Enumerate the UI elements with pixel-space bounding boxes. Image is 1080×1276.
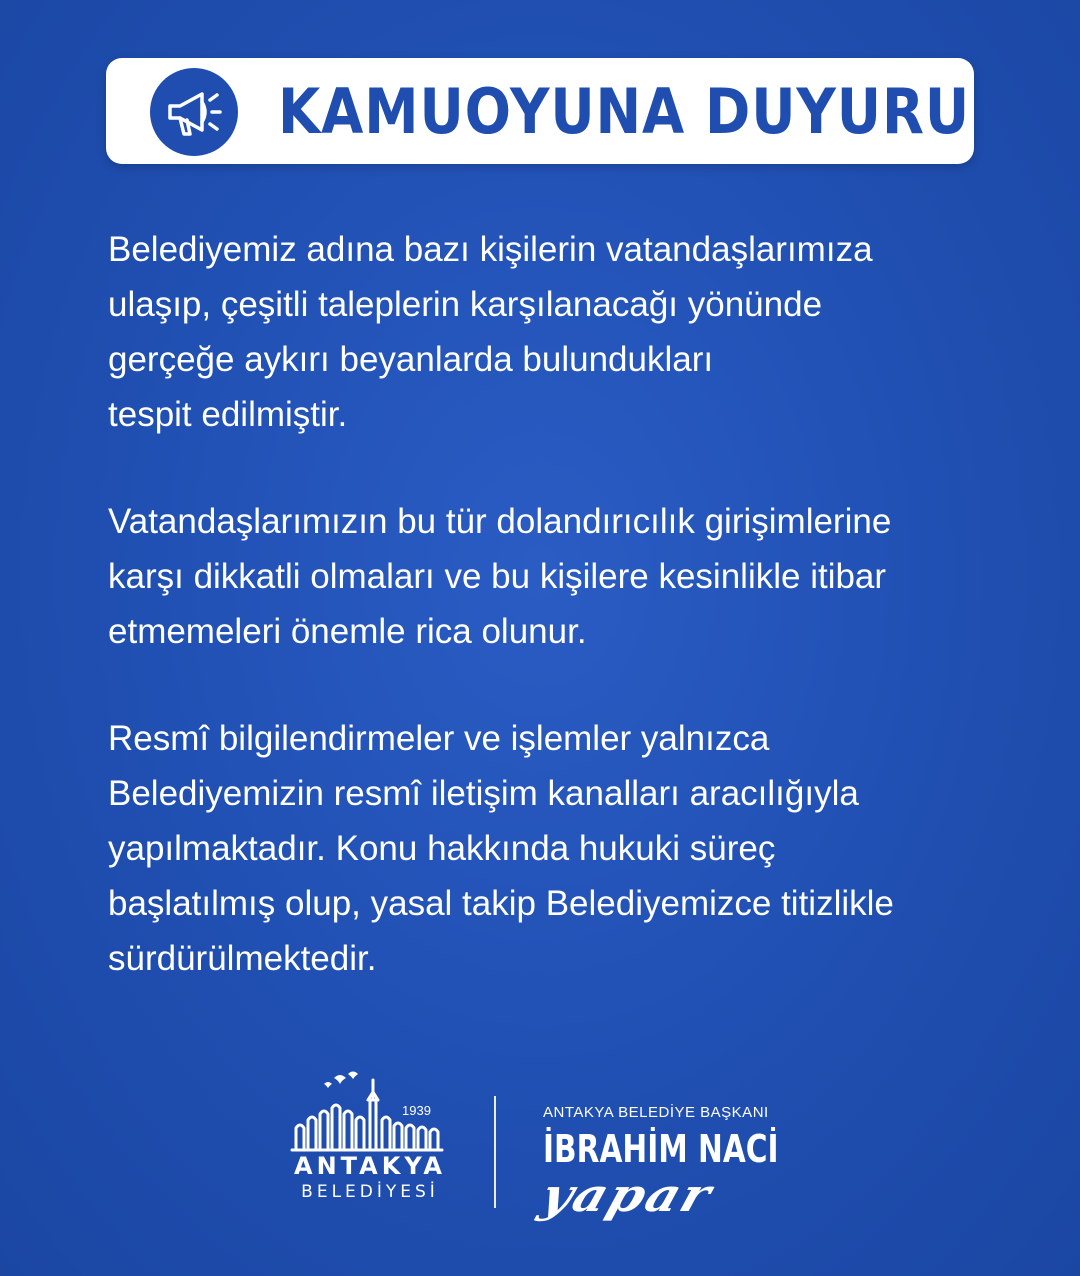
page-title: KAMUOYUNA DUYURU: [278, 75, 971, 148]
mayor-surname-signature: yapar: [534, 1168, 720, 1222]
announcement-header: [106, 58, 974, 164]
announcement-body: [108, 222, 988, 1038]
megaphone-icon: [150, 68, 238, 156]
paragraph: Resmî bilgilendirmeler ve işlemler yalnızca Belediyemizin resmî iletişim kanalları aracılığıyla yapılmaktadır. Konu hakkında hukuki süreç başlatılmış olup, yasal takip Belediyemizce titizlikle sürdürülmektedir.: [108, 719, 894, 978]
footer: [0, 1070, 1080, 1220]
mayor-signature-block: [534, 1104, 803, 1224]
logo-name: ANTAKYA: [294, 1152, 446, 1180]
paragraph: Belediyemiz adına bazı kişilerin vatandaşlarımıza ulaşıp, çeşitli taleplerin karşılanacağı yönünde gerçeğe aykırı beyanlarda bulundukları tespit edilmiştir.: [108, 230, 873, 434]
paragraph: Vatandaşlarımızın bu tür dolandırıcılık girişimlerine karşı dikkatli olmaları ve bu kişilere kesinlikle itibar etmemeleri önemle rica olunur.: [108, 502, 892, 651]
mayor-name: İBRAHİM NACİ: [543, 1127, 779, 1171]
mayor-role: ANTAKYA BELEDİYE BAŞKANI: [543, 1104, 769, 1121]
antakya-municipality-logo: [290, 1070, 450, 1210]
logo-subtitle: BELEDİYESİ: [301, 1182, 439, 1202]
founding-year: 1939: [402, 1103, 431, 1118]
divider: [494, 1096, 496, 1208]
